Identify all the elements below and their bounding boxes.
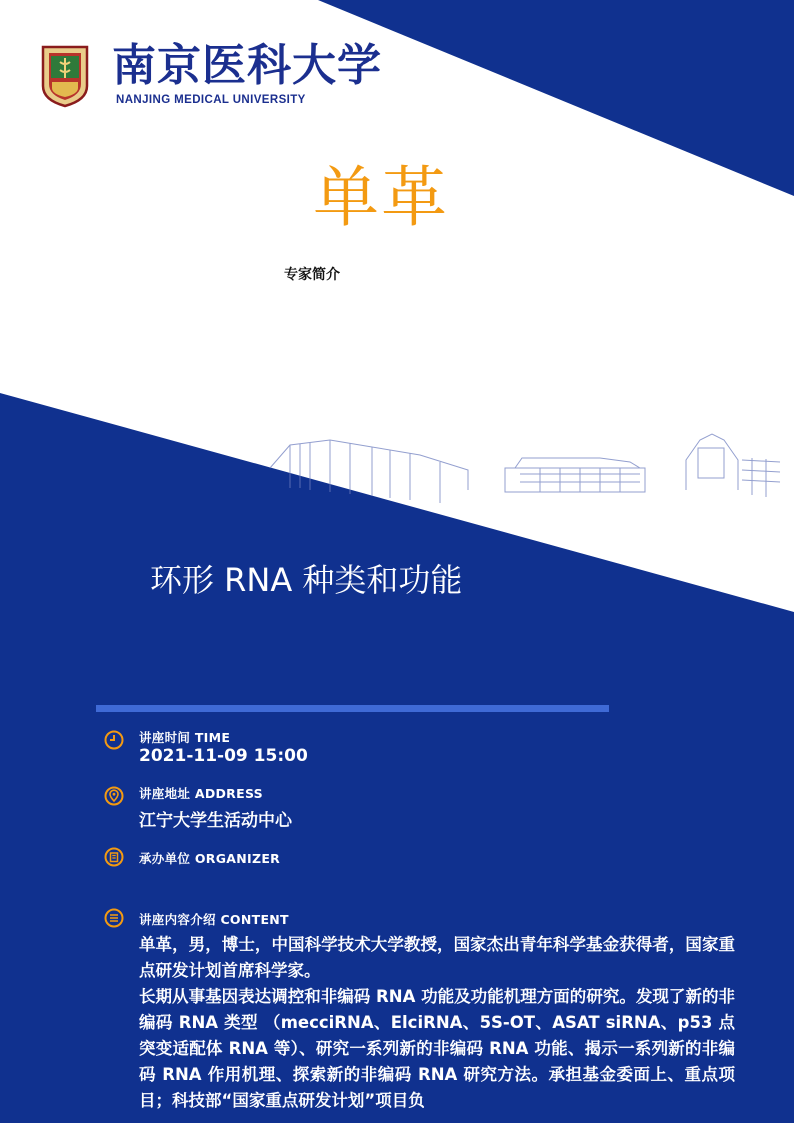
university-name-en: NANJING MEDICAL UNIVERSITY: [116, 94, 306, 106]
building-icon: [104, 847, 124, 867]
time-value: 2021-11-09 15:00: [139, 746, 308, 766]
address-value: 江宁大学生活动中心: [139, 811, 292, 831]
university-name-cn: 南京医科大学: [112, 40, 382, 91]
content-paragraph-1: 单革，男，博士，中国科学技术大学教授，国家杰出青年科学基金获得者，国家重点研发计划首席科学家。: [139, 935, 735, 980]
list-icon: [104, 908, 124, 928]
speaker-intro-label: 专家简介: [284, 267, 340, 283]
organizer-label: 承办单位 ORGANIZER: [139, 851, 281, 866]
content-paragraph-2: 长期从事基因表达调控和非编码 RNA 功能及功能机理方面的研究。发现了新的非编码 RNA 类型 （mecciRNA、ElciRNA、5S-OT、ASAT siRNA、p53 点突变适配体 RNA 等）、研究一系列新的非编码 RNA 功能、揭示一系列新的非编码 RNA 作用机理、探索新的非编码 RNA 研究方法。承担基金委面上、重点项目；科技部“国家重点研发计划”项目负: [139, 987, 735, 1110]
clock-icon: [104, 730, 124, 750]
content-label: 讲座内容介绍 CONTENT: [139, 912, 289, 927]
location-pin-icon: [104, 786, 124, 806]
university-emblem-logo: [40, 44, 90, 108]
content-description: [139, 932, 735, 1114]
talk-title: 环形 RNA 种类和功能: [150, 561, 463, 599]
address-label: 讲座地址 ADDRESS: [139, 786, 263, 801]
speaker-name: 单革: [313, 159, 449, 236]
title-divider: [96, 705, 609, 712]
time-label: 讲座时间 TIME: [139, 730, 231, 745]
